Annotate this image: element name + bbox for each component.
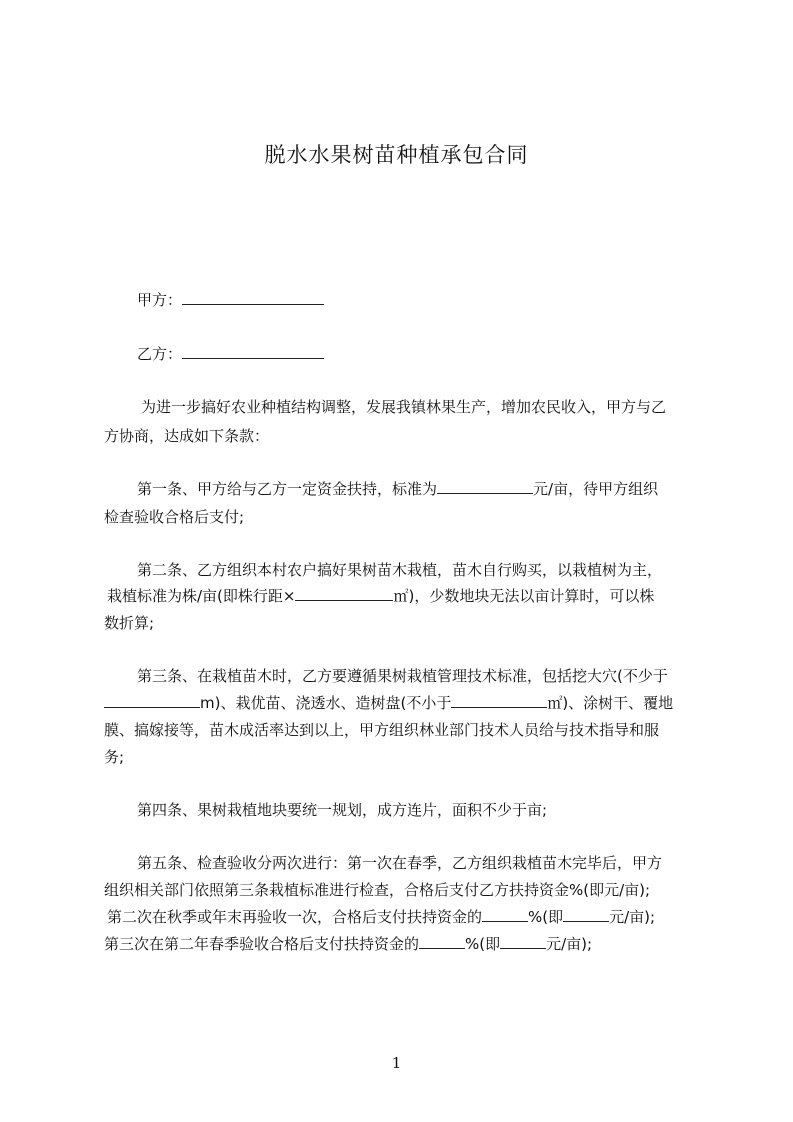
article-4-line-1: 第四条、果树栽植地块要统一规划，成方连片，面积不少于亩; <box>137 801 548 819</box>
party-b-blank <box>182 343 324 359</box>
article-2-line-3: 数折算; <box>104 614 155 632</box>
article-3-line-4: 务; <box>104 748 125 766</box>
document-title: 脱水水果树苗种植承包合同 <box>264 143 529 167</box>
party-a-blank <box>182 289 324 305</box>
article-5-line-1: 第五条、检查验收分两次进行：第一次在春季，乙方组织栽植苗木完毕后，甲方 <box>137 854 663 872</box>
party-a-line <box>137 285 737 315</box>
article-5-l3-percent-blank <box>482 906 528 922</box>
party-b-label: 乙方： <box>137 345 183 363</box>
article-2-line-2 <box>107 581 707 611</box>
article-3-line-2 <box>104 688 704 718</box>
article-1-line-1 <box>137 474 737 504</box>
article-2-text-b: ㎡)，少数地块无法以亩计算时，可以株 <box>393 587 655 605</box>
article-1-line-2: 检查验收合格后支付; <box>104 508 245 526</box>
article-2-text-a: 栽植标准为株/亩(即株行距× <box>107 587 296 605</box>
article-5-l3-text-a: 第二次在秋季或年末再验收一次，合格后支付扶持资金的 <box>107 908 483 926</box>
party-a-label: 甲方： <box>137 291 183 309</box>
article-2-spacing-blank <box>295 585 393 601</box>
article-5-l3-text-b: %(即 <box>528 908 564 926</box>
article-3-text-b: ㎡)、涂树干、覆地 <box>547 694 674 712</box>
article-5-l3-text-c: 元/亩); <box>609 908 656 926</box>
intro-line-1: 为进一步搞好农业种植结构调整，发展我镇林果生产，增加农民收入，甲方与乙 <box>141 398 667 416</box>
page-number: 1 <box>391 1054 402 1072</box>
article-5-l3-amount-blank <box>563 906 609 922</box>
article-3-line-3: 膜、搞嫁接等，苗木成活率达到以上，甲方组织林业部门技术人员给与技术指导和服 <box>104 721 660 739</box>
article-3-hole-blank <box>104 692 200 708</box>
article-5-line-3 <box>107 902 707 932</box>
article-5-line-2: 组织相关部门依照第三条栽植标准进行检查，合格后支付乙方扶持资金%(即元/亩); <box>104 881 651 899</box>
article-5-l4-text-a: 第三次在第二年春季验收合格后支付扶持资金的 <box>104 935 420 953</box>
article-5-l4-amount-blank <box>500 933 546 949</box>
article-5-l4-text-c: 元/亩); <box>546 935 593 953</box>
intro-line-2: 方协商，达成如下条款： <box>104 427 270 445</box>
article-1-text-b: 元/亩，待甲方组织 <box>533 480 659 498</box>
article-1-text-a: 第一条、甲方给与乙方一定资金扶持，标准为 <box>137 480 438 498</box>
article-3-line-1: 第三条、在栽植苗木时，乙方要遵循果树栽植管理技术标准，包括挖大穴(不少于 <box>137 667 668 685</box>
article-5-l4-percent-blank <box>419 933 465 949</box>
article-3-tree-pit-blank <box>451 692 547 708</box>
article-5-l4-text-b: %(即 <box>465 935 501 953</box>
party-b-line <box>137 339 737 369</box>
article-5-line-4 <box>104 929 704 959</box>
article-3-text-a: m)、栽优苗、浇透水、造树盘(不小于 <box>200 694 452 712</box>
article-2-line-1: 第二条、乙方组织本村农户搞好果树苗木栽植，苗木自行购买，以栽植树为主， <box>137 561 663 579</box>
article-1-rate-blank <box>437 478 533 494</box>
